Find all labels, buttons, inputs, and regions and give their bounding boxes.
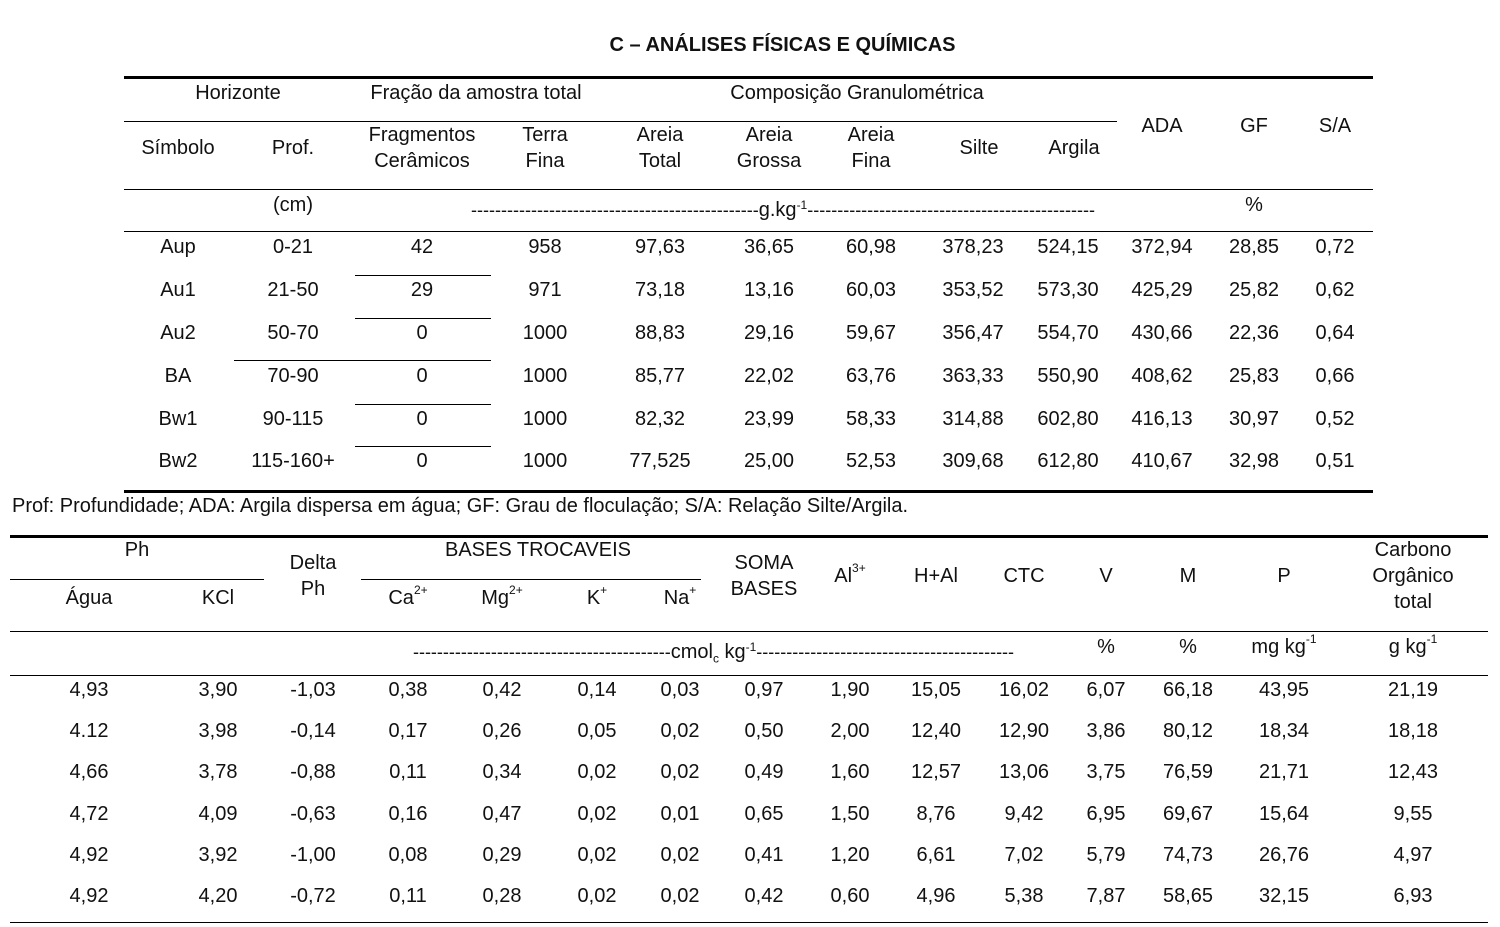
cell-areia-fina: 52,53	[845, 450, 897, 472]
cell-h-al: 12,57	[910, 761, 962, 783]
header-sa: S/A	[1318, 115, 1352, 137]
cell-terra-fina: 1000	[522, 408, 568, 430]
cell-delta-ph: -0,14	[290, 720, 336, 742]
cell-areia-grossa: 22,02	[743, 365, 795, 387]
cell-soma-bases: 0,50	[744, 720, 784, 742]
cell-ca: 0,17	[388, 720, 428, 742]
unit-cmol: -------------------------------------------cmol$_c$ $kg^{-1}-------------------------------------------$	[412, 640, 1015, 666]
cell-areia-fina: 60,03	[845, 279, 897, 301]
cell-areia-total: 77,525	[629, 450, 691, 472]
cell-gf: 30,97	[1228, 408, 1280, 430]
header-m: M	[1179, 565, 1197, 587]
unit-prof: (cm)	[273, 194, 313, 216]
header-al: $Al^{3+}$	[834, 561, 866, 587]
cell-ctc: 16,02	[998, 679, 1050, 701]
cell-kcl: 3,78	[198, 761, 238, 783]
cell-terra-fina: 971	[528, 279, 562, 301]
table2-bottom-rule	[10, 922, 1488, 923]
unit-gf: %	[1245, 194, 1263, 216]
cell-simbolo: Aup	[160, 236, 196, 258]
cell-m: 80,12	[1162, 720, 1214, 742]
cell-ada: 408,62	[1131, 365, 1193, 387]
cell-m: 58,65	[1162, 885, 1214, 907]
header-k: K+	[586, 583, 608, 609]
cell-al: 1,50	[830, 803, 870, 825]
cell-fragmentos: 42	[410, 236, 434, 258]
table2-unit-rule	[10, 675, 1488, 676]
header-p: P	[1277, 565, 1291, 587]
cell-m: 69,67	[1162, 803, 1214, 825]
cell-k: 0,02	[577, 844, 617, 866]
cell-agua: 4.12	[69, 720, 109, 742]
cell-na: 0,02	[660, 761, 700, 783]
cell-k: 0,14	[577, 679, 617, 701]
cell-v: 6,07	[1086, 679, 1126, 701]
header-ada: ADA	[1141, 115, 1183, 137]
cell-mg: 0,26	[482, 720, 522, 742]
cell-agua: 4,92	[69, 885, 109, 907]
cell-fragmentos: 29	[410, 279, 434, 301]
cell-soma-bases: 0,97	[744, 679, 784, 701]
header-horizonte: Horizonte	[195, 82, 281, 104]
cell-carbono: 4,97	[1393, 844, 1433, 866]
cell-terra-fina: 958	[528, 236, 562, 258]
header-h-al: H+Al	[914, 565, 958, 587]
header-prof: Prof.	[271, 137, 315, 159]
cell-silte: 356,47	[942, 322, 1004, 344]
cell-mg: 0,29	[482, 844, 522, 866]
cell-v: 6,95	[1086, 803, 1126, 825]
cell-h-al: 8,76	[916, 803, 956, 825]
cell-al: 0,60	[830, 885, 870, 907]
cell-areia-total: 85,77	[634, 365, 686, 387]
cell-mg: 0,47	[482, 803, 522, 825]
cell-soma-bases: 0,42	[744, 885, 784, 907]
cell-argila: 573,30	[1037, 279, 1099, 301]
cell-ada: 372,94	[1131, 236, 1193, 258]
header-mg: $Mg^{2+}$	[481, 583, 523, 609]
cell-areia-grossa: 23,99	[743, 408, 795, 430]
cell-delta-ph: -1,03	[290, 679, 336, 701]
cell-mg: 0,34	[482, 761, 522, 783]
cell-al: 1,60	[830, 761, 870, 783]
header-areia-fina: Areia Fina	[847, 124, 895, 172]
header-na: Na+	[663, 583, 697, 609]
cell-v: 7,87	[1086, 885, 1126, 907]
cell-carbono: 21,19	[1387, 679, 1439, 701]
header-fragmentos: Fragmentos Cerâmicos	[368, 124, 476, 172]
cell-terra-fina: 1000	[522, 322, 568, 344]
cell-na: 0,03	[660, 679, 700, 701]
cell-kcl: 4,20	[198, 885, 238, 907]
cell-soma-bases: 0,65	[744, 803, 784, 825]
cell-areia-total: 97,63	[634, 236, 686, 258]
cell-areia-total: 73,18	[634, 279, 686, 301]
cell-sa: 0,66	[1315, 365, 1355, 387]
cell-carbono: 9,55	[1393, 803, 1433, 825]
cell-ada: 430,66	[1131, 322, 1193, 344]
cell-prof: 0-21	[272, 236, 314, 258]
header-ph: Ph	[124, 539, 150, 561]
header-ctc: CTC	[1003, 565, 1045, 587]
page-title: C – ANÁLISES FÍSICAS E QUÍMICAS	[609, 34, 956, 56]
cell-areia-fina: 58,33	[845, 408, 897, 430]
cell-sa: 0,72	[1315, 236, 1355, 258]
header-gf: GF	[1240, 115, 1268, 137]
header-terra-fina: Terra Fina	[522, 124, 568, 172]
cell-p: 15,64	[1258, 803, 1310, 825]
table1-unit-rule	[124, 231, 1373, 232]
cell-argila: 524,15	[1037, 236, 1099, 258]
cell-ca: 0,08	[388, 844, 428, 866]
cell-ca: 0,11	[389, 761, 427, 783]
cell-prof: 21-50	[267, 279, 319, 301]
cell-areia-grossa: 29,16	[743, 322, 795, 344]
cell-fragmentos: 0	[416, 365, 428, 387]
cell-k: 0,05	[577, 720, 617, 742]
table1-top-rule	[124, 76, 1373, 79]
cell-gf: 25,83	[1228, 365, 1280, 387]
cell-ca: 0,16	[388, 803, 428, 825]
cell-ctc: 12,90	[998, 720, 1050, 742]
cell-gf: 22,36	[1228, 322, 1280, 344]
cell-agua: 4,93	[69, 679, 109, 701]
unit-carbono: g $kg^{-1}$	[1388, 632, 1438, 658]
cell-ctc: 7,02	[1004, 844, 1044, 866]
cell-gf: 32,98	[1228, 450, 1280, 472]
header-ca: $Ca^{2+}$	[388, 583, 428, 609]
cell-p: 43,95	[1258, 679, 1310, 701]
cell-ctc: 5,38	[1004, 885, 1044, 907]
cell-ctc: 13,06	[998, 761, 1050, 783]
cell-al: 2,00	[830, 720, 870, 742]
header-delta-ph: Delta Ph	[289, 552, 337, 600]
cell-prof: 70-90	[267, 365, 319, 387]
cell-simbolo: Au1	[160, 279, 196, 301]
cell-fragmentos: 0	[416, 450, 428, 472]
cell-k: 0,02	[577, 803, 617, 825]
cell-simbolo: BA	[164, 365, 192, 387]
cell-silte: 309,68	[942, 450, 1004, 472]
cell-delta-ph: -0,63	[290, 803, 336, 825]
cell-agua: 4,72	[69, 803, 109, 825]
cell-soma-bases: 0,49	[744, 761, 784, 783]
cell-areia-grossa: 36,65	[743, 236, 795, 258]
cell-kcl: 3,90	[198, 679, 238, 701]
cell-mg: 0,42	[482, 679, 522, 701]
cell-ca: 0,38	[388, 679, 428, 701]
cell-prof: 50-70	[267, 322, 319, 344]
cell-areia-grossa: 13,16	[743, 279, 795, 301]
cell-mg: 0,28	[482, 885, 522, 907]
header-simbolo: Símbolo	[141, 137, 215, 159]
cell-terra-fina: 1000	[522, 365, 568, 387]
header-silte: Silte	[959, 137, 999, 159]
cell-delta-ph: -0,72	[290, 885, 336, 907]
cell-argila: 550,90	[1037, 365, 1099, 387]
cell-silte: 363,33	[942, 365, 1004, 387]
cell-silte: 378,23	[942, 236, 1004, 258]
cell-h-al: 15,05	[910, 679, 962, 701]
cell-sa: 0,62	[1315, 279, 1355, 301]
unit-v: %	[1097, 636, 1115, 658]
cell-carbono: 18,18	[1387, 720, 1439, 742]
cell-kcl: 3,92	[198, 844, 238, 866]
cell-na: 0,02	[660, 844, 700, 866]
table2-header-rule	[10, 631, 1488, 632]
bases-group-rule	[361, 579, 701, 580]
cell-ada: 416,13	[1131, 408, 1193, 430]
cell-p: 32,15	[1258, 885, 1310, 907]
ph-group-rule	[10, 579, 264, 580]
header-areia-grossa: Areia Grossa	[736, 124, 802, 172]
cell-gf: 28,85	[1228, 236, 1280, 258]
cell-sa: 0,64	[1315, 322, 1355, 344]
cell-na: 0,02	[660, 720, 700, 742]
cell-ada: 425,29	[1131, 279, 1193, 301]
cell-areia-total: 88,83	[634, 322, 686, 344]
cell-carbono: 12,43	[1387, 761, 1439, 783]
cell-sa: 0,51	[1315, 450, 1355, 472]
cell-areia-grossa: 25,00	[743, 450, 795, 472]
header-soma-bases: SOMA BASES	[730, 552, 798, 600]
header-argila: Argila	[1048, 137, 1100, 159]
cell-carbono: 6,93	[1393, 885, 1433, 907]
cell-argila: 602,80	[1037, 408, 1099, 430]
cell-terra-fina: 1000	[522, 450, 568, 472]
cell-prof: 115-160+	[251, 450, 335, 472]
cell-areia-fina: 60,98	[845, 236, 897, 258]
unit-p: mg $kg^{-1}$	[1251, 632, 1317, 658]
header-bases-trocaveis: BASES TROCAVEIS	[445, 539, 631, 561]
cell-al: 1,20	[830, 844, 870, 866]
cell-fragmentos: 0	[416, 408, 428, 430]
fragment-cell-rule	[355, 404, 491, 405]
cell-h-al: 12,40	[910, 720, 962, 742]
cell-simbolo: Bw2	[158, 450, 198, 472]
cell-m: 66,18	[1162, 679, 1214, 701]
cell-ctc: 9,42	[1004, 803, 1044, 825]
fragment-cell-rule	[355, 446, 491, 447]
footnote: Prof: Profundidade; ADA: Argila dispersa em água; GF: Grau de floculação; S/A: Relação Silte/Argila.	[12, 495, 909, 517]
header-areia-total: Areia Total	[636, 124, 684, 172]
cell-agua: 4,92	[69, 844, 109, 866]
cell-areia-total: 82,32	[634, 408, 686, 430]
cell-soma-bases: 0,41	[744, 844, 784, 866]
header-fracao: Fração da amostra total	[370, 82, 582, 104]
cell-argila: 554,70	[1037, 322, 1099, 344]
cell-v: 5,79	[1086, 844, 1126, 866]
fragment-cell-rule	[234, 360, 491, 361]
cell-silte: 314,88	[942, 408, 1004, 430]
header-kcl: KCl	[201, 587, 235, 609]
fragment-cell-rule	[355, 275, 491, 276]
table2-top-rule	[10, 535, 1488, 538]
cell-argila: 612,80	[1037, 450, 1099, 472]
cell-delta-ph: -1,00	[290, 844, 336, 866]
header-agua: Água	[65, 587, 113, 609]
cell-ca: 0,11	[389, 885, 427, 907]
cell-gf: 25,82	[1228, 279, 1280, 301]
cell-m: 74,73	[1162, 844, 1214, 866]
cell-areia-fina: 63,76	[845, 365, 897, 387]
table1-header-rule	[124, 189, 1373, 190]
cell-fragmentos: 0	[416, 322, 428, 344]
cell-sa: 0,52	[1315, 408, 1355, 430]
cell-k: 0,02	[577, 885, 617, 907]
table1-group-rule	[124, 121, 1117, 122]
header-v: V	[1099, 565, 1113, 587]
cell-delta-ph: -0,88	[290, 761, 336, 783]
cell-na: 0,02	[660, 885, 700, 907]
cell-silte: 353,52	[942, 279, 1004, 301]
unit-gkg: $------------------------------------------------g.kg^{-1}------------------------------------------------$	[471, 198, 1095, 221]
cell-areia-fina: 59,67	[845, 322, 897, 344]
cell-kcl: 3,98	[198, 720, 238, 742]
cell-p: 26,76	[1258, 844, 1310, 866]
cell-kcl: 4,09	[198, 803, 238, 825]
cell-agua: 4,66	[69, 761, 109, 783]
cell-al: 1,90	[830, 679, 870, 701]
cell-prof: 90-115	[262, 408, 324, 430]
cell-h-al: 6,61	[916, 844, 956, 866]
cell-p: 18,34	[1258, 720, 1310, 742]
fragment-cell-rule	[355, 318, 491, 319]
cell-h-al: 4,96	[916, 885, 956, 907]
header-carbono-organico: Carbono Orgânico total	[1372, 539, 1454, 613]
cell-v: 3,75	[1086, 761, 1126, 783]
header-composicao: Composição Granulométrica	[730, 82, 984, 104]
cell-simbolo: Au2	[160, 322, 196, 344]
cell-m: 76,59	[1162, 761, 1214, 783]
cell-k: 0,02	[577, 761, 617, 783]
cell-na: 0,01	[660, 803, 700, 825]
cell-simbolo: Bw1	[158, 408, 198, 430]
unit-m: %	[1179, 636, 1197, 658]
cell-p: 21,71	[1258, 761, 1310, 783]
cell-ada: 410,67	[1131, 450, 1193, 472]
cell-v: 3,86	[1086, 720, 1126, 742]
